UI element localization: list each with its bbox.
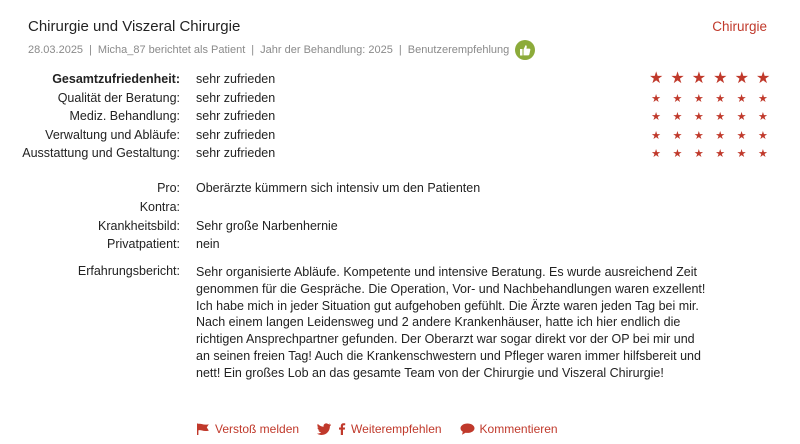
erfahrungsbericht-text: Sehr organisierte Abläufe. Kompetente und intensive Beratung. Es wurde ausreichend Zeit genommen für die Gespräche. Die Operation, Vor- und Nachbehandlungen waren exzellent! Ich habe mich in jeder Situation gut aufgehoben gefühlt. Die Ärzte waren jeden Tag bei mir. Nach einem langen Leidensweg und 2 andere Krankenhäuser, hatte ich hier endlich die richtigen Ansprechpartner gefunden. Der Oberarzt war sogar direkt vor der OP bei mir und an seinen freien Tag! Auch die Krankenschwestern und Pfleger waren immer hilfsbereit und nett! Ein großes Lob an das gesamte Team von der Chirurgie und Viszeral Chirurgie!	[196, 265, 706, 380]
star-icon: ★	[649, 70, 664, 87]
krankheitsbild-label: Krankheitsbild:	[98, 219, 180, 233]
star-icon: ★	[715, 129, 726, 142]
star-icon: ★	[693, 92, 704, 105]
star-rating	[649, 145, 770, 163]
star-icon: ★	[651, 148, 661, 160]
star-icon: ★	[672, 92, 683, 105]
ratings-list	[0, 71, 800, 164]
recommend-label: Weiterempfehlen	[351, 422, 442, 436]
rating-label: Mediz. Behandlung:	[69, 109, 180, 123]
review-date: 28.03.2025	[28, 44, 84, 56]
star-icon: ★	[734, 70, 749, 87]
star-icon: ★	[758, 111, 768, 123]
review-meta	[28, 40, 535, 60]
privatpatient-label: Privatpatient:	[107, 237, 180, 251]
meta-separator: |	[89, 44, 92, 56]
pro-label: Pro:	[157, 181, 180, 195]
star-rating	[649, 108, 770, 126]
star-icon: ★	[715, 148, 726, 160]
star-icon: ★	[713, 70, 728, 87]
star-icon: ★	[651, 111, 661, 123]
krankheitsbild-value: Sehr große Narbenhernie	[196, 219, 338, 233]
facebook-icon	[338, 423, 346, 435]
rating-value: sehr zufrieden	[196, 72, 276, 86]
report-violation-label: Verstoß melden	[215, 422, 300, 436]
review-actions	[196, 422, 576, 436]
star-icon: ★	[670, 70, 685, 87]
report-violation-button[interactable]	[196, 422, 299, 436]
pro-value: Oberärzte kümmern sich intensiv um den Patienten	[196, 181, 481, 195]
user-recommendation-label: Benutzerempfehlung	[407, 44, 510, 56]
star-icon: ★	[693, 129, 704, 142]
rating-row-administration	[0, 127, 800, 146]
star-icon: ★	[715, 111, 726, 123]
star-icon: ★	[651, 129, 661, 142]
rating-value: sehr zufrieden	[196, 109, 276, 123]
thumbs-up-icon	[515, 40, 535, 60]
star-rating	[649, 127, 770, 145]
treatment-year: Jahr der Behandlung: 2025	[260, 44, 393, 56]
star-icon: ★	[758, 148, 768, 160]
category-link[interactable]: Chirurgie	[712, 19, 767, 34]
meta-separator: |	[398, 44, 402, 56]
rating-label: Gesamtzufriedenheit:	[52, 72, 180, 86]
recommend-button[interactable]	[317, 422, 442, 436]
kontra-label: Kontra:	[139, 200, 180, 214]
star-icon: ★	[672, 129, 683, 142]
rating-value: sehr zufrieden	[196, 90, 276, 105]
star-icon: ★	[736, 111, 747, 123]
star-icon: ★	[672, 148, 683, 160]
erfahrungsbericht-label: Erfahrungsbericht:	[77, 264, 180, 278]
star-icon: ★	[693, 148, 704, 160]
star-icon: ★	[736, 92, 747, 105]
star-icon: ★	[736, 148, 747, 160]
rating-value: sehr zufrieden	[196, 127, 276, 142]
star-icon: ★	[691, 70, 707, 87]
star-icon: ★	[736, 129, 747, 142]
twitter-icon	[317, 423, 331, 435]
rating-label: Verwaltung und Abläufe:	[45, 127, 180, 142]
star-rating	[649, 90, 770, 108]
review-author: Micha_87 berichtet als Patient	[97, 44, 246, 56]
star-icon: ★	[758, 129, 768, 142]
privatpatient-value: nein	[196, 237, 220, 251]
star-icon: ★	[693, 111, 704, 123]
star-icon: ★	[715, 92, 726, 105]
star-icon: ★	[651, 92, 661, 105]
rating-label: Qualität der Beratung:	[57, 90, 180, 105]
rating-value: sehr zufrieden	[196, 146, 276, 160]
rating-row-facilities	[0, 145, 800, 164]
star-icon: ★	[672, 111, 683, 123]
review-title: Chirurgie und Viszeral Chirurgie	[28, 18, 241, 35]
meta-separator: |	[251, 44, 255, 56]
star-rating	[649, 71, 770, 87]
star-icon: ★	[755, 70, 771, 87]
flag-icon	[196, 423, 210, 435]
rating-row-treatment	[0, 108, 800, 127]
rating-row-overall	[0, 71, 800, 90]
star-icon: ★	[758, 92, 768, 105]
comment-icon	[460, 423, 475, 435]
rating-label: Ausstattung und Gestaltung:	[22, 146, 180, 160]
comment-button[interactable]	[460, 422, 558, 436]
comment-label: Kommentieren	[479, 422, 558, 436]
rating-row-consulting	[0, 90, 800, 109]
